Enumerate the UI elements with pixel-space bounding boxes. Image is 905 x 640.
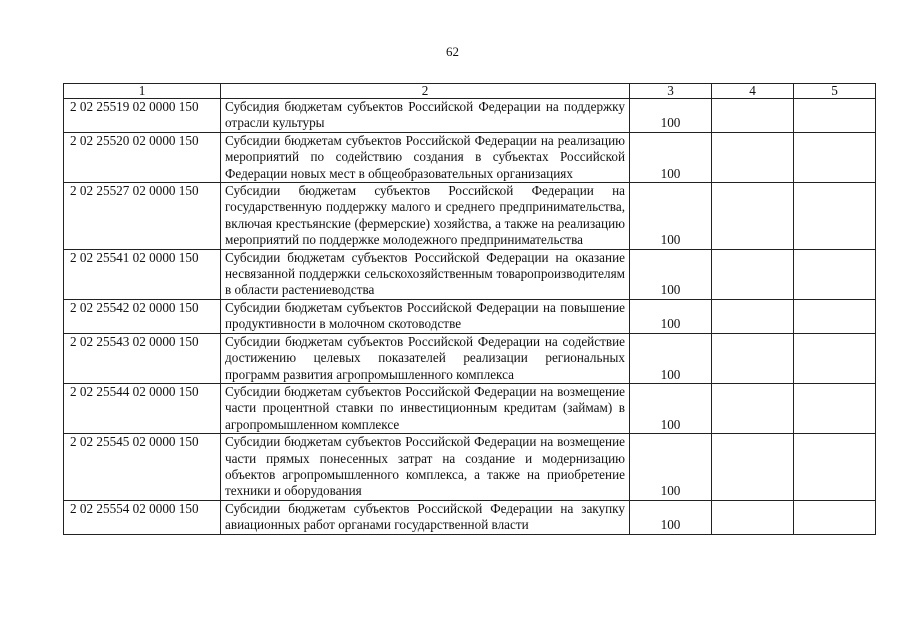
description-cell: Субсидии бюджетам субъектов Российской Федерации на возмещение части процентной ставки по инвестиционным кредитам (займам) в агропромышленном комплексе	[221, 383, 630, 433]
table-row	[64, 183, 876, 250]
header-col-3: 3	[630, 84, 712, 99]
description-cell: Субсидии бюджетам субъектов Российской Федерации на государственную поддержку малого и среднего предпринимательства, включая крестьянские (фермерские) хозяйства, а также на реализацию мероприятий по поддержке молодежного предпринимательства	[221, 183, 630, 250]
description-cell: Субсидия бюджетам субъектов Российской Федерации на поддержку отрасли культуры	[221, 99, 630, 133]
budget-code-cell: 2 02 25554 02 0000 150	[64, 500, 221, 534]
description-cell: Субсидии бюджетам субъектов Российской Федерации на реализацию мероприятий по содействию создания в субъектах Российской Федерации новых мест в общеобразовательных организациях	[221, 132, 630, 182]
value-col4-cell	[712, 500, 794, 534]
budget-revenue-table	[63, 83, 876, 535]
value-col4-cell	[712, 299, 794, 333]
value-col3-cell: 100	[630, 383, 712, 433]
value-col4-cell	[712, 434, 794, 501]
value-col4-cell	[712, 383, 794, 433]
table-row	[64, 99, 876, 133]
value-col3-cell: 100	[630, 99, 712, 133]
table-row	[64, 434, 876, 501]
value-col5-cell	[794, 500, 876, 534]
value-col5-cell	[794, 132, 876, 182]
header-col-2: 2	[221, 84, 630, 99]
table-row	[64, 249, 876, 299]
description-cell: Субсидии бюджетам субъектов Российской Федерации на оказание несвязанной поддержки сельскохозяйственным товаропроизводителям в области растениеводства	[221, 249, 630, 299]
table-row	[64, 132, 876, 182]
value-col3-cell: 100	[630, 249, 712, 299]
description-cell: Субсидии бюджетам субъектов Российской Федерации на возмещение части прямых понесенных затрат на создание и модернизацию объектов агропромышленного комплекса, а также на приобретение техники и оборудования	[221, 434, 630, 501]
description-cell: Субсидии бюджетам субъектов Российской Федерации на закупку авиационных работ органами государственной власти	[221, 500, 630, 534]
value-col5-cell	[794, 249, 876, 299]
value-col4-cell	[712, 333, 794, 383]
description-cell: Субсидии бюджетам субъектов Российской Федерации на повышение продуктивности в молочном скотоводстве	[221, 299, 630, 333]
page-number: 62	[446, 44, 459, 59]
budget-code-cell: 2 02 25544 02 0000 150	[64, 383, 221, 433]
table-row	[64, 383, 876, 433]
value-col4-cell	[712, 99, 794, 133]
description-cell: Субсидии бюджетам субъектов Российской Федерации на содействие достижению целевых показателей реализации региональных программ развития агропромышленного комплекса	[221, 333, 630, 383]
table-header-row	[64, 84, 876, 99]
value-col3-cell: 100	[630, 132, 712, 182]
value-col3-cell: 100	[630, 183, 712, 250]
value-col4-cell	[712, 183, 794, 250]
budget-code-cell: 2 02 25519 02 0000 150	[64, 99, 221, 133]
value-col4-cell	[712, 249, 794, 299]
value-col3-cell: 100	[630, 299, 712, 333]
table-row	[64, 333, 876, 383]
value-col5-cell	[794, 99, 876, 133]
header-col-5: 5	[794, 84, 876, 99]
value-col3-cell: 100	[630, 500, 712, 534]
header-col-4: 4	[712, 84, 794, 99]
budget-code-cell: 2 02 25545 02 0000 150	[64, 434, 221, 501]
value-col4-cell	[712, 132, 794, 182]
budget-code-cell: 2 02 25541 02 0000 150	[64, 249, 221, 299]
value-col5-cell	[794, 183, 876, 250]
value-col3-cell: 100	[630, 434, 712, 501]
value-col5-cell	[794, 299, 876, 333]
budget-code-cell: 2 02 25520 02 0000 150	[64, 132, 221, 182]
value-col5-cell	[794, 333, 876, 383]
table-row	[64, 299, 876, 333]
budget-code-cell: 2 02 25543 02 0000 150	[64, 333, 221, 383]
header-col-1: 1	[64, 84, 221, 99]
value-col3-cell: 100	[630, 333, 712, 383]
table-row	[64, 500, 876, 534]
value-col5-cell	[794, 434, 876, 501]
budget-code-cell: 2 02 25527 02 0000 150	[64, 183, 221, 250]
value-col5-cell	[794, 383, 876, 433]
budget-code-cell: 2 02 25542 02 0000 150	[64, 299, 221, 333]
